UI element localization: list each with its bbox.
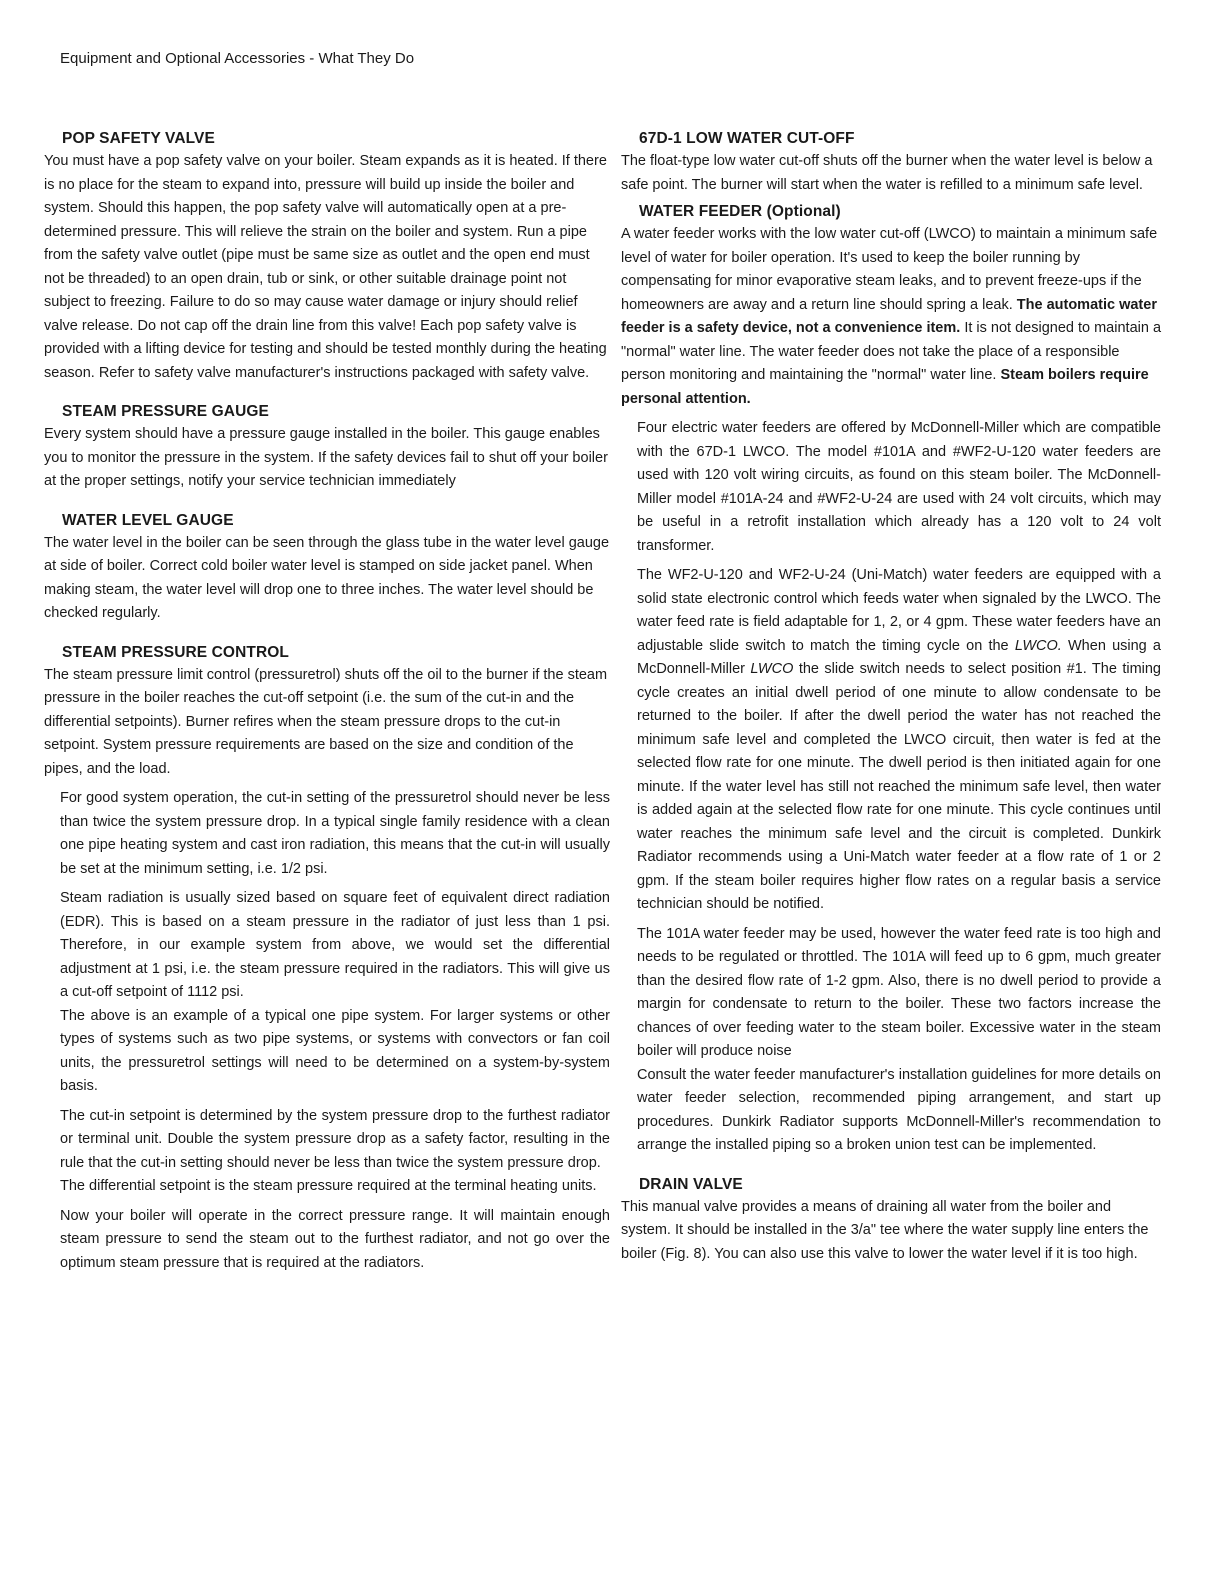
water-feeder-safety-note: The automatic water feeder is a safety device, not a convenience item.	[621, 296, 1157, 336]
water-level-gauge-section	[44, 512, 610, 626]
pressuretrol-paragraph-3: The above is an example of a typical one pipe system. For larger systems or other types of systems such as two pipe systems, or systems with convectors or fan coil units, the pressuretrol settings will need to be determined on a system-by-system basis.	[60, 1007, 610, 1094]
water-feeder-section	[621, 203, 1161, 411]
model-101a-paragraph: The 101A water feeder may be used, however the water feed rate is too high and needs to be regulated or throttled. The 101A will feed up to 6 gpm, much greater than the desired flow rate of 1-2 gpm. Also, there is no dwell period to provide a margin for condensate to return to the boiler. These two factors increase the chances of over feeding water to the steam boiler. Excessive water in the steam boiler will produce noise	[637, 925, 1161, 1059]
lwco-body: The float-type low water cut-off shuts off the burner when the water level is below a safe point. The burner will start when the water is refilled to a minimum safe level.	[621, 153, 1153, 193]
pop-safety-valve-title: POP SAFETY VALVE	[62, 130, 215, 147]
steam-pressure-control-title: STEAM PRESSURE CONTROL	[62, 643, 289, 661]
water-feeder-attention-note: Steam boilers require personal attention.	[621, 367, 1149, 407]
uni-match-lwco-1: LWCO.	[1014, 637, 1062, 654]
steam-pressure-gauge-section	[44, 403, 610, 494]
water-feeder-body	[621, 223, 1161, 411]
water-level-gauge-body: The water level in the boiler can be seen through the glass tube in the water level gauge at side of boiler. Correct cold boiler water level is stamped on side jacket panel. When making steam, the water level will drop one to three inches. The water level should be checked regularly.	[44, 534, 610, 621]
manufacturer-guidelines-paragraph: Consult the water feeder manufacturer's installation guidelines for more details on water feeder selection, recommended piping arrangement, and start up procedures. Dunkirk Radiator supports McDonnell-Miller's recommendation to arrange the installed piping so a broken union test can be implemented.	[637, 1066, 1161, 1153]
steam-pressure-control-body: The steam pressure limit control (pressuretrol) shuts off the oil to the burner if the steam pressure in the boiler reaches the cut-off setpoint (i.e. the sum of the cut-in and the differential setpoints). Burner refires when the steam pressure drops to the cut-in setpoint. System pressure requirements are based on the size and condition of the pipes, and the load.	[44, 666, 608, 777]
pressuretrol-paragraph-4: The cut-in setpoint is determined by the system pressure drop to the furthest radiator or terminal unit. Double the system pressure drop as a safety factor, resulting in the rule that the cut-in setting should never be less than twice the system pressure drop.	[60, 1107, 610, 1171]
pressuretrol-paragraph-1: For good system operation, the cut-in setting of the pressuretrol should never be less than twice the system pressure drop. In a typical single family residence with a clean one pipe heating system and cast iron radiation, this means that the cut-in will usually be set at the minimum setting, i.e. 1/2 psi.	[60, 790, 610, 877]
right-column	[621, 130, 1161, 1266]
drain-valve-body: This manual valve provides a means of draining all water from the boiler and system. It should be installed in the 3/a" tee where the water supply line enters the boiler (Fig. 8). You can also use this valve to lower the water level if it is too high.	[621, 1198, 1149, 1262]
steam-pressure-control-section	[44, 644, 610, 1276]
pop-safety-valve-body: You must have a pop safety valve on your boiler. Steam expands as it is heated. If there is no place for the steam to expand into, pressure will build up inside the boiler and system. Should this happen, the pop safety valve will automatically open at a pre-determined pressure. This will relieve the strain on the boiler and system. Run a pipe from the safety valve outlet (pipe must be same size as outlet and the open end must not be threaded) to an open drain, tub or sink, or other suitable drainage point not subject to freezing. Failure to do so may cause water damage or injury should relief valve release. Do not cap off the drain line from this valve! Each pop safety valve is provided with a lifting device for testing and should be tested monthly during the heating season. Refer to safety valve manufacturer's instructions packaged with safety valve.	[44, 153, 607, 381]
feeder-models-paragraph: Four electric water feeders are offered by McDonnell-Miller which are compatible with the 67D-1 LWCO. The model #101A and #WF2-U-120 water feeders are used with 120 volt wiring circuits, as found on this steam boiler. The McDonnell-Miller model #101A-24 and #WF2-U-24 are used with 24 volt circuits, which may be useful in a retrofit installation which already has a 120 volt to 24 volt transformer.	[637, 420, 1161, 554]
uni-match-text-a: The WF2-U-120 and WF2-U-24 (Uni-Match) water feeders are equipped with a solid state electronic control which feeds water when signaled by the LWCO. The water feed rate is field adaptable for 1, 2, or 4 gpm. These water feeders have an adjustable slide switch to match the timing cycle on the	[637, 567, 1161, 654]
uni-match-paragraph	[621, 564, 1161, 917]
water-feeder-text-a: A water feeder works with the low water cut-off (LWCO) to maintain a minimum safe level of water for boiler operation. It's used to keep the boiler running by compensating for minor evaporative steam leaks, and to prevent freeze-ups if the homeowners are away and a return line should spring a leak.	[621, 226, 1158, 313]
page-header: Equipment and Optional Accessories - What They Do	[60, 50, 415, 67]
pop-safety-valve-section	[44, 130, 610, 385]
left-column	[44, 130, 610, 1293]
uni-match-text-c: When using a McDonnell-Miller	[637, 637, 1161, 677]
uni-match-text-e: the slide switch needs to select position #1. The timing cycle creates an initial dwell period of one minute to allow condensate to be returned to the boiler. If after the dwell period the water has not reached the minimum safe level and completed the LWCO circuit, then water is fed at the selected flow rate for one minute. The dwell period is then initiated again for one minute. If the water level has still not reached the minimum safe level, then water is added again at the selected flow rate for one minute. This cycle continues until water reaches the minimum safe level and the circuit is completed. Dunkirk Radiator recommends using a Uni-Match water feeder at a flow rate of 1 or 2 gpm. If the steam boiler requires higher flow rates on a regular basis a service technician should be notified.	[637, 661, 1161, 912]
uni-match-lwco-2: LWCO	[750, 661, 794, 677]
drain-valve-title: DRAIN VALVE	[639, 1175, 743, 1193]
pressuretrol-paragraph-2: Steam radiation is usually sized based on square feet of equivalent direct radiation (EDR). This is based on a steam pressure in the radiator of just less than 1 psi. Therefore, in our example system from above, we would set the differential adjustment at 1 psi, i.e. the steam pressure required in the radiators. This will give us a cut-off setpoint of 1112 psi.	[60, 890, 610, 1000]
water-feeder-text-c: It is not designed to maintain a "normal" water line. The water feeder does not take the place of a responsible person monitoring and maintaining the "normal" water line.	[621, 320, 1162, 383]
water-level-gauge-title: WATER LEVEL GAUGE	[62, 511, 234, 529]
water-feeder-title: WATER FEEDER (Optional)	[639, 203, 841, 220]
drain-valve-section	[621, 1176, 1161, 1267]
lwco-section	[621, 130, 1161, 197]
pressuretrol-paragraph-6: Now your boiler will operate in the correct pressure range. It will maintain enough steam pressure to send the steam out to the furthest radiator, and not go over the optimum steam pressure that is required at the radiators.	[60, 1207, 610, 1271]
lwco-title: 67D-1 LOW WATER CUT-OFF	[639, 130, 855, 147]
steam-pressure-gauge-body: Every system should have a pressure gauge installed in the boiler. This gauge enables you to monitor the pressure in the system. If the safety devices fail to shut off your boiler at the proper settings, notify your service technician immediately	[44, 426, 608, 489]
pressuretrol-paragraph-5: The differential setpoint is the steam pressure required at the terminal heating units.	[60, 1178, 597, 1194]
steam-pressure-gauge-title: STEAM PRESSURE GAUGE	[62, 403, 269, 420]
